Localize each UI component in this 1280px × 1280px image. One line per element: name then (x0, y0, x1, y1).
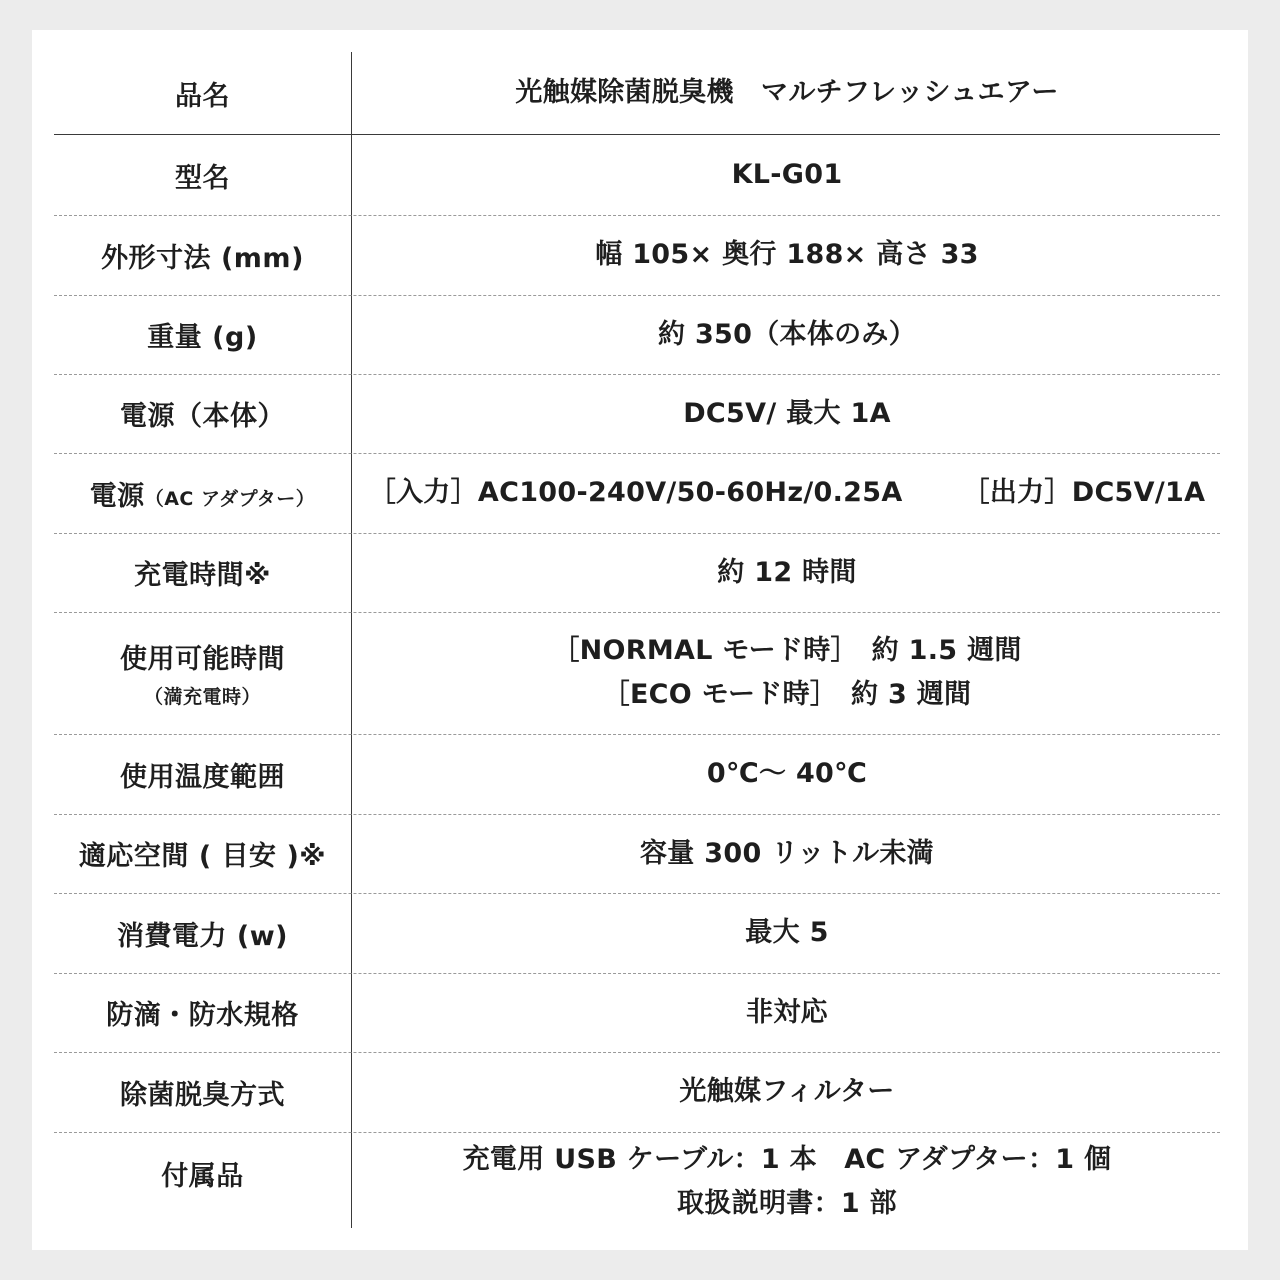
row-value: 光触媒フィルター (679, 1076, 895, 1107)
row-label: 防滴・防水規格 (106, 1000, 299, 1031)
row-label: 除菌脱臭方式 (120, 1079, 285, 1111)
row-label-sub: （満充電時） (143, 686, 261, 708)
spec-row-space (54, 814, 1220, 893)
spec-row-power-consumption (54, 893, 1220, 973)
row-value: 容量 300 リットル未満 (640, 837, 934, 869)
row-label: 充電時間※ (134, 560, 271, 591)
row-label: 使用温度範囲 (120, 761, 285, 793)
row-label-small: （AC アダプター） (144, 487, 316, 510)
row-label-main: 使用可能時間 (120, 644, 285, 675)
spec-row-method (54, 1052, 1220, 1132)
row-label: 重量 (g) (147, 322, 258, 353)
spec-row-dimensions (54, 215, 1220, 295)
row-label (54, 612, 351, 734)
spec-row-power-body (54, 374, 1220, 453)
spec-row-usage-time (54, 612, 1220, 734)
spec-row-charge-time (54, 533, 1220, 612)
row-value: KL-G01 (731, 159, 843, 190)
row-value: 約 12 時間 (717, 556, 857, 588)
usage-eco: ［ECO モード時］ 約 3 週間 (602, 679, 972, 710)
row-label (54, 453, 351, 533)
usage-normal: ［NORMAL モード時］ 約 1.5 週間 (552, 635, 1022, 666)
row-value: 幅 105× 奥行 188× 高さ 33 (595, 239, 979, 270)
row-label: 型名 (175, 162, 230, 194)
row-label: 消費電力 (w) (116, 920, 289, 952)
spec-row-weight (54, 295, 1220, 374)
row-value: 非対応 (746, 996, 828, 1028)
spec-table (32, 30, 1248, 1250)
row-value (354, 453, 1220, 533)
row-label-main: 電源 (89, 480, 145, 512)
row-value: 約 350（本体のみ） (657, 318, 917, 350)
row-label: 品名 (175, 80, 230, 112)
row-value: DC5V/ 最大 1A (683, 397, 891, 429)
row-value (354, 612, 1220, 734)
spec-row-waterproof (54, 973, 1220, 1052)
row-value: 光触媒除菌脱臭機 マルチフレッシュエアー (515, 77, 1059, 108)
accessories-line-1: 充電用 USB ケーブル：1 本 AC アダプター：1 個 (462, 1144, 1112, 1175)
row-label: 電源（本体） (120, 401, 285, 432)
spec-row-temperature (54, 734, 1220, 814)
spec-row-accessories (54, 1132, 1220, 1232)
adapter-input: ［入力］AC100-240V/50-60Hz/0.25A (368, 477, 903, 508)
row-label: 適応空間 ( 目安 )※ (78, 841, 327, 872)
adapter-output: ［出力］DC5V/1A (962, 477, 1206, 508)
spec-row-model (54, 135, 1220, 215)
accessories-line-2: 取扱説明書：1 部 (677, 1188, 897, 1219)
spec-row-product-name (54, 52, 1220, 134)
row-value: 最大 5 (745, 917, 829, 948)
row-value (354, 1132, 1220, 1232)
row-label: 外形寸法 (mm) (101, 242, 304, 274)
row-label: 付属品 (161, 1161, 244, 1192)
row-value: 0℃～ 40℃ (706, 758, 868, 789)
spec-row-power-adapter (54, 453, 1220, 533)
